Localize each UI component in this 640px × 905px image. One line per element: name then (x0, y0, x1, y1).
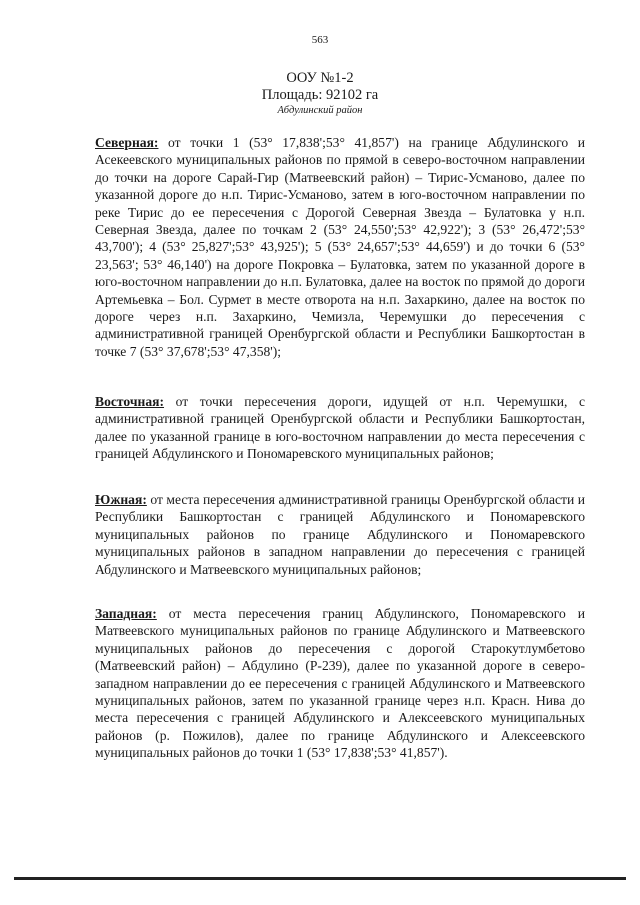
area-line: Площадь: 92102 га (261, 87, 379, 103)
section-west (95, 605, 585, 762)
section-text-west: от места пересечения границ Абдулинского, Пономаревского и Матвеевского муниципальных районов по границе Абдулинского и Матвеевского муниципальных районов до пересечения с дорогой Старокутлумбетово (Матвеевский район) – Абдулино (Р-239), далее по указанной дороге в северо-западном направлении до ее пересечения с границей Абдулинского и Матвеевского муниципальных районов, затем по указанной границе через н.п. Красн. Нива до места пересечения с границей Абдулинского и Алексеевского муниципальных районов (р. Пожилов), далее по границе Абдулинского и Алексеевского муниципальных районов до точки 1 (53° 17,838';53° 41,857'). (95, 606, 585, 761)
section-heading-north: Северная: (95, 135, 159, 150)
section-text-south: от места пересечения административной границы Оренбургской области и Республики Башкортостан с границей Абдулинского и Пономаревского муниципальных районов по границе Абдулинского и Пономаревского муниципальных районов в западном направлении до пересечения с границей Абдулинского и Матвеевского муниципальных районов; (95, 492, 585, 577)
section-text-north: от точки 1 (53° 17,838';53° 41,857') на границе Абдулинского и Асекеевского муниципальных районов по прямой в северо-восточном направлении до точки на дороге Сарай-Гир (Матвеевский район) – Тирис-Усманово, далее по указанной дороге до н.п. Тирис-Усманово, затем в юго-восточном направлении по реке Тирис до ее пересечения с Дорогой Северная Звезда – Булатовка у н.п. Северная Звезда, далее по точкам 2 (53° 24,550';53° 42,922'); 3 (53° 26,472';53° 43,700'); 4 (53° 25,827';53° 43,925'); 5 (53° 24,657';53° 44,659') и до точки 6 (53° 23,563'; 53° 46,140') на дороге Покровка – Булатовка, затем по указанной дороге в юго-восточном направлении до н.п. Булатовка, далее на восток по прямой до дороги Артемьевка – Бол. Сурмет в месте отворота на н.п. Захаркино, далее на восток по дороге через н.п. Захаркино, Чемизла, Черемушки до пересечения с административной границей Оренбургской области и Республики Башкортостан в точке 7 (53° 37,678';53° 47,358'); (95, 135, 585, 359)
section-east (95, 393, 585, 463)
bottom-rule (14, 877, 626, 880)
page-number: 563 (311, 34, 329, 46)
document-title: ООУ №1-2 (286, 70, 354, 86)
document-header (0, 70, 640, 118)
section-text-east: от точки пересечения дороги, идущей от н.п. Черемушки, с административной границей Оренбургской области и Республики Башкортостан, далее по указанной границе в юго-восточном направлении до места пересечения с границей Абдулинского и Пономаревского муниципальных районов; (95, 394, 585, 462)
section-heading-south: Южная: (95, 492, 147, 507)
section-north (95, 134, 585, 360)
district-line: Абдулинский район (277, 105, 363, 116)
section-heading-east: Восточная: (95, 394, 165, 409)
section-south (95, 491, 585, 578)
section-heading-west: Западная: (95, 606, 157, 621)
